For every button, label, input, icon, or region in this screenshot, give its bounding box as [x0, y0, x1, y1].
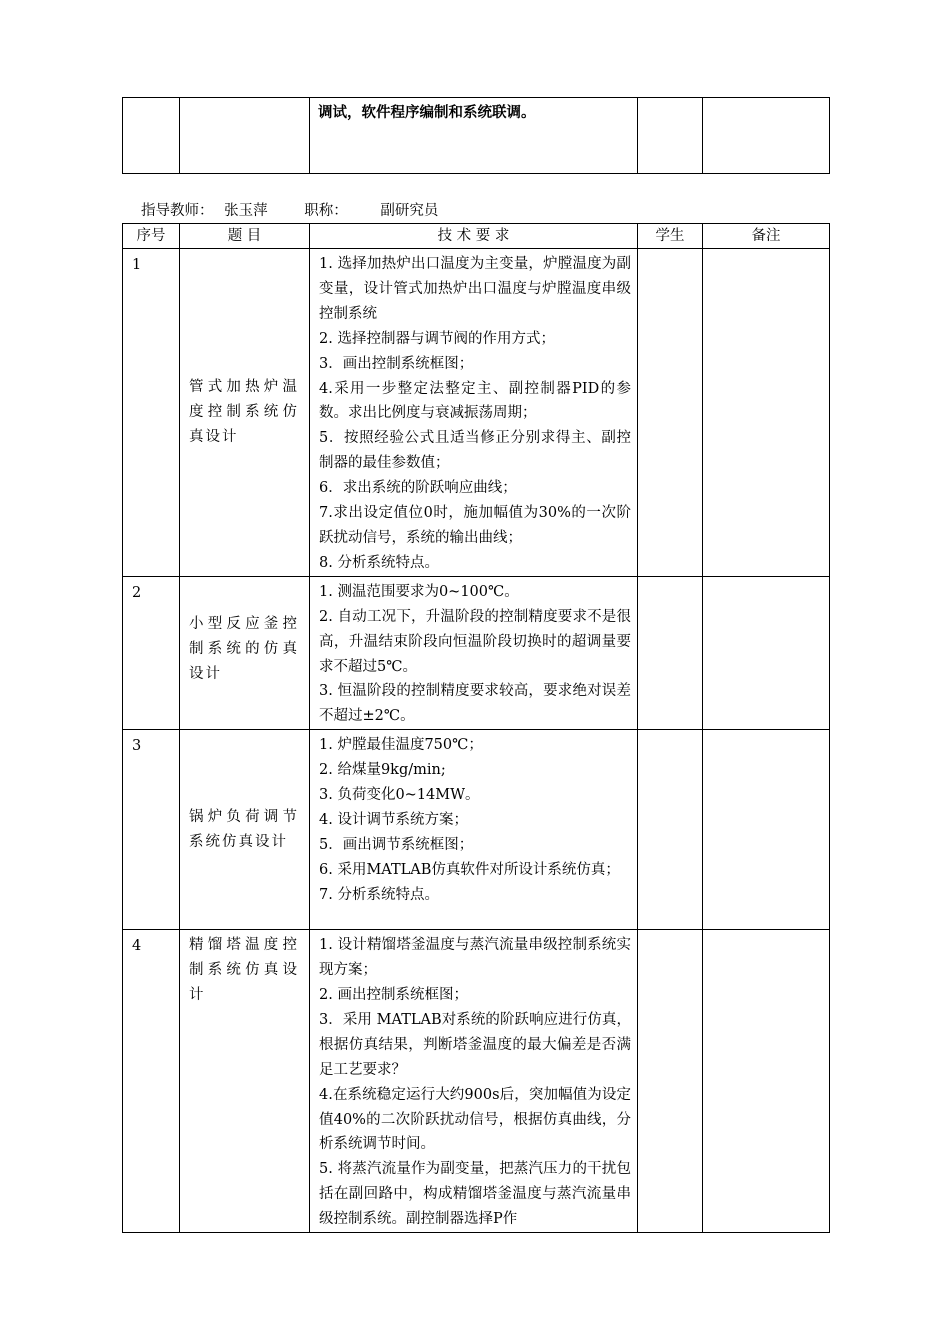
cell-note: [703, 98, 830, 174]
requirement-item: 3. 恒温阶段的控制精度要求较高，要求绝对误差不超过±2℃。: [319, 683, 631, 725]
requirement-item: 6．求出系统的阶跃响应曲线；: [319, 480, 517, 497]
requirement-item: 3．采用 MATLAB对系统的阶跃响应进行仿真，根据仿真结果，判断塔釜温度的最大偏差是否满足工艺要求？: [319, 1011, 631, 1078]
cell-student: [638, 98, 703, 174]
title-label: 职称：: [304, 203, 348, 219]
advisor-label: 指导教师：: [141, 203, 214, 219]
cell-student: [638, 576, 703, 729]
requirement-item: 2. 画出控制系统框图；: [319, 987, 468, 1004]
requirement-item: 1. 测温范围要求为0~100℃。: [319, 583, 519, 600]
requirement-item: 2. 给煤量9kg/min;: [319, 762, 446, 779]
continued-table: [122, 97, 830, 174]
header-num: 序号: [123, 224, 180, 249]
requirement-item: 5．画出调节系统框图；: [319, 836, 474, 853]
advisor-line: [141, 201, 438, 221]
row-requirements: [310, 730, 637, 907]
row-num: 2: [132, 584, 142, 601]
header-requirements: 技 术 要 求: [310, 224, 638, 249]
requirement-item: 1. 设计精馏塔釜温度与蒸汽流量串级控制系统实现方案；: [319, 937, 631, 979]
row-topic: 小型反应釜控制系统的仿真设计: [189, 615, 299, 682]
requirement-item: 8. 分析系统特点。: [319, 554, 439, 571]
header-student: 学生: [638, 224, 703, 249]
requirement-item: 5．按照经验公式且适当修正分别求得主、副控制器的最佳参数值；: [319, 430, 631, 472]
row-num: 1: [132, 257, 142, 273]
row-topic: 锅炉负荷调节系统仿真设计: [189, 808, 299, 850]
requirement-item: 4. 设计调节系统方案；: [319, 811, 468, 828]
continued-row: [123, 98, 830, 174]
cell-note: [703, 249, 830, 577]
continued-text: 调试，软件程序编制和系统联调。: [318, 105, 536, 121]
requirement-item: 6. 采用MATLAB仿真软件对所设计系统仿真；: [319, 861, 620, 878]
row-topic: 精馏塔温度控制系统仿真设计: [189, 937, 299, 1004]
header-row: [123, 224, 830, 249]
row-requirements: [310, 249, 637, 576]
requirement-item: 3．画出控制系统框图；: [319, 355, 474, 372]
row-num: 4: [132, 938, 142, 955]
requirement-item: 1. 选择加热炉出口温度为主变量，炉膛温度为副变量，设计管式加热炉出口温度与炉膛温度串级控制系统: [319, 256, 631, 322]
cell-student: [638, 730, 703, 930]
advisor-name: 张玉萍: [224, 203, 268, 219]
table-row: [123, 576, 830, 729]
cell-req: [310, 98, 638, 174]
requirement-item: 5. 将蒸汽流量作为副变量，把蒸汽压力的干扰包括在副回路中，构成精馏塔釜温度与蒸汽流量串级控制系统。副控制器选择P作: [319, 1161, 631, 1228]
row-num: 3: [132, 738, 142, 755]
requirement-item: 2. 选择控制器与调节阀的作用方式；: [319, 330, 555, 347]
cell-student: [638, 930, 703, 1233]
advisor-title: 副研究员: [380, 203, 439, 219]
requirement-item: 4.采用一步整定法整定主、副控制器PID的参数。求出比例度与衰减振荡周期；: [319, 380, 631, 422]
requirement-item: 1. 炉膛最佳温度750℃；: [319, 737, 483, 754]
requirement-item: 4.在系统稳定运行大约900s后，突加幅值为设定值40%的二次阶跃扰动信号，根据仿真曲线，分析系统调节时间。: [319, 1086, 631, 1153]
requirement-item: 3. 负荷变化0~14MW。: [319, 787, 480, 804]
requirement-item: 2. 自动工况下，升温阶段的控制精度要求不是很高，升温结束阶段向恒温阶段切换时的超调量要求不超过5℃。: [319, 608, 631, 675]
requirement-item: 7. 分析系统特点。: [319, 886, 439, 903]
table-row: [123, 730, 830, 930]
table-row: [123, 930, 830, 1233]
cell-topic: [180, 98, 310, 174]
table-row: [123, 249, 830, 577]
topics-table: [122, 223, 830, 1233]
row-topic: 管式加热炉温度控制系统仿真设计: [189, 378, 299, 445]
cell-num: [123, 98, 180, 174]
header-topic: 题 目: [180, 224, 310, 249]
row-requirements: [310, 577, 637, 729]
cell-note: [703, 930, 830, 1233]
cell-note: [703, 576, 830, 729]
header-note: 备注: [703, 224, 830, 249]
cell-student: [638, 249, 703, 577]
cell-note: [703, 730, 830, 930]
requirement-item: 7.求出设定值位0时，施加幅值为30%的一次阶跃扰动信号，系统的输出曲线；: [319, 505, 631, 546]
row-requirements: [310, 930, 637, 1232]
